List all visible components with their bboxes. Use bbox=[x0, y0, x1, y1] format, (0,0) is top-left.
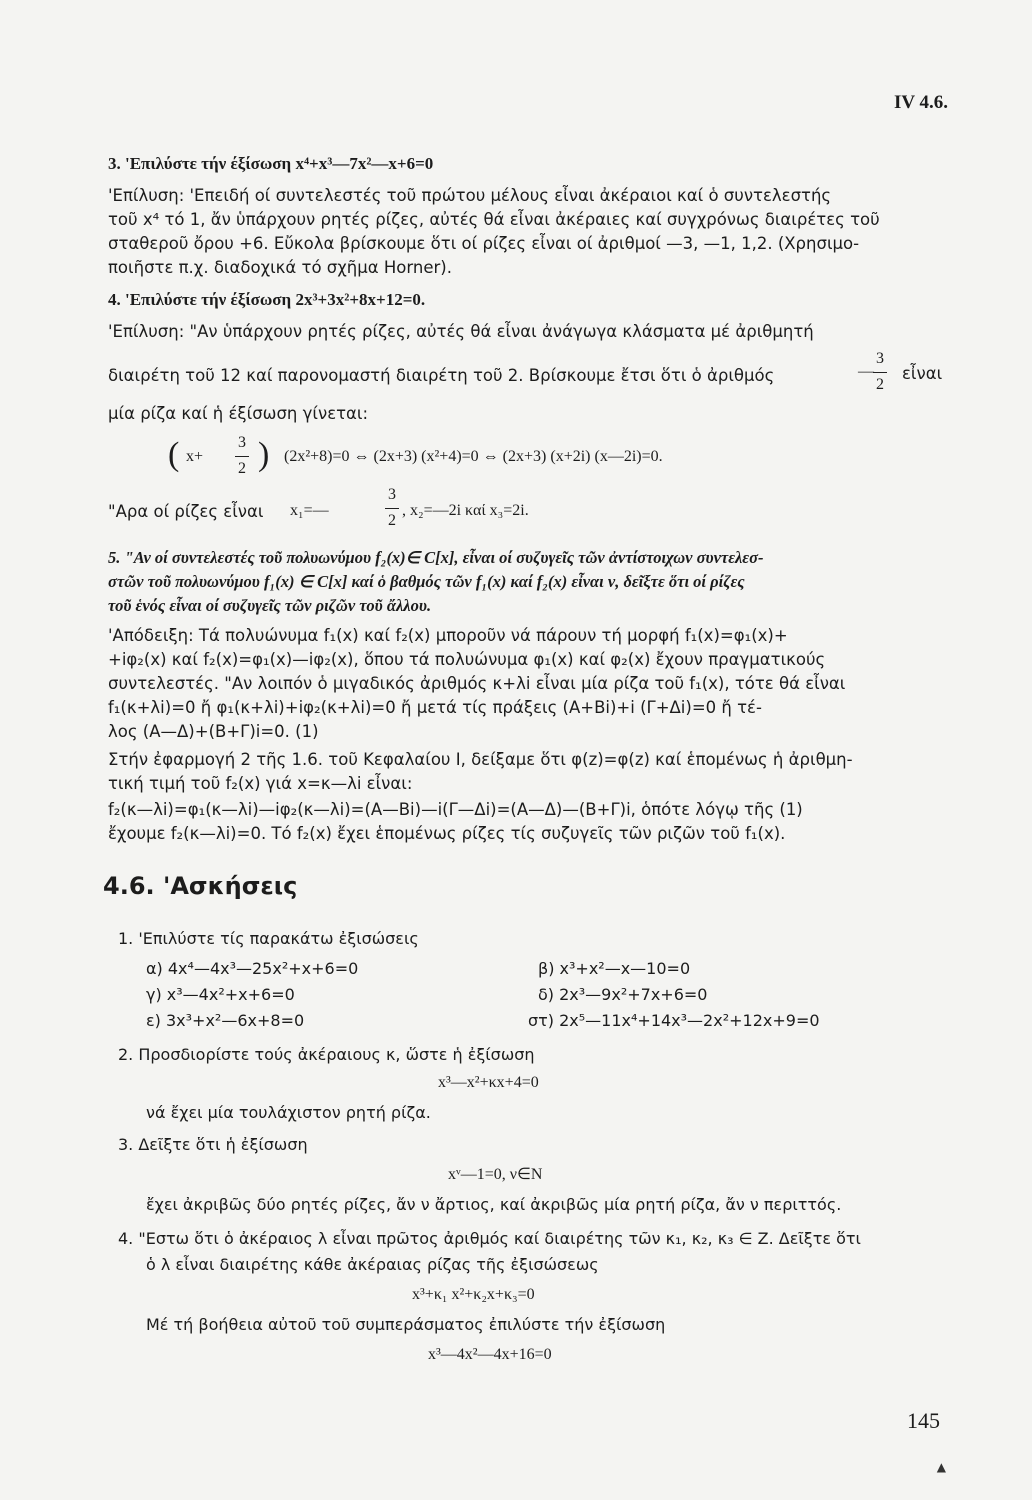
exercise-1-title: 1. 'Επιλύστε τίς παρακάτω ἐξισώσεις bbox=[118, 929, 419, 948]
problem-5-line: f₂(κ—λi)=φ₁(κ—λi)—iφ₂(κ—λi)=(Α—Βi)—i(Γ—Δi)=(Α—Δ)—(Β+Γ)i, ὁπότε λόγῳ τῆς (1) bbox=[108, 800, 803, 819]
page-number: 145 bbox=[907, 1408, 940, 1433]
problem-4-line: 'Επίλυση: "Αν ὑπάρχουν ρητές ρίζες, αὐτές θά εἶναι ἀνάγωγα κλάσματα μέ ἀριθμητή bbox=[108, 322, 814, 341]
section-title: 4.6. 'Ασκήσεις bbox=[103, 872, 298, 900]
exercise-3-title: 3. Δεῖξτε ὅτι ἡ ἐξίσωση bbox=[118, 1135, 308, 1154]
exercise-1-item: α) 4x⁴—4x³—25x²+x+6=0 bbox=[146, 959, 359, 978]
exercise-3-equation: xᵛ—1=0, ν∈N bbox=[448, 1166, 543, 1183]
problem-4-line: διαιρέτη τοῦ 12 καί παρονομαστή διαιρέτη τοῦ 2. Βρίσκουμε ἔτσι ὅτι ὁ ἀριθμός bbox=[108, 366, 775, 385]
problem-3-line: 'Επίλυση: 'Επειδή οί συντελεστές τοῦ πρώτου μέλους εἶναι ἀκέραιοι καί ὁ συντελεστής bbox=[108, 186, 832, 205]
problem-4-line-end: εἶναι bbox=[902, 364, 943, 383]
exercise-4-line: ὁ λ εἶναι διαιρέτης κάθε ἀκέραιας ρίζας τῆς ἐξισώσεως bbox=[146, 1255, 599, 1274]
problem-5-title: στῶν τοῦ πολυωνύμου f₁(x) ∈ C[x] καί ὁ βαθμός τῶν f₁(x) καί f₂(x) εἶναι ν, δεῖξτε ὅτι οί ρίζες bbox=[108, 572, 745, 591]
fraction-denominator: 2 bbox=[388, 512, 396, 529]
problem-3-title: 3. 'Επιλύστε τήν έξίσωση x⁴+x³—7x²—x+6=0 bbox=[108, 154, 434, 173]
roots-prefix: "Αρα οί ρίζες εἶναι bbox=[108, 502, 264, 521]
problem-3-line: ποιῆστε π.χ. διαδοχικά τό σχῆμα Horner). bbox=[108, 258, 452, 277]
problem-4-line: μία ρίζα καί ἡ έξίσωση γίνεται: bbox=[108, 404, 369, 423]
paren-open: ( bbox=[168, 436, 180, 473]
problem-5-line: Στήν ἐφαρμογή 2 τῆς 1.6. τοῦ Κεφαλαίου Ι, δείξαμε ὅτι φ(z)=φ(z) καί ἑπομένως ἡ ἀριθμη- bbox=[108, 750, 853, 769]
problem-5-title: τοῦ ἑνός εἶναι οί συζυγεῖς τῶν ριζῶν τοῦ ἄλλου. bbox=[108, 596, 432, 615]
fraction-bar bbox=[873, 372, 887, 373]
exercise-2-title: 2. Προσδιορίστε τούς ἀκέραιους κ, ὥστε ἡ ἐξίσωση bbox=[118, 1045, 535, 1064]
exercise-1-item: γ) x³—4x²+x+6=0 bbox=[146, 985, 295, 1004]
exercise-1-item: δ) 2x³—9x²+7x+6=0 bbox=[538, 985, 708, 1004]
exercise-4-line: Μέ τή βοήθεια αὐτοῦ τοῦ συμπεράσματος ἐπιλύστε τήν ἐξίσωση bbox=[146, 1315, 666, 1334]
fraction-numerator: 3 bbox=[238, 434, 246, 451]
equation-prefix: x+ bbox=[186, 448, 204, 465]
corner-mark-icon: ▲ bbox=[936, 1460, 946, 1474]
minus-sign: — bbox=[858, 363, 874, 380]
exercise-1-item: στ) 2x⁵—11x⁴+14x³—2x²+12x+9=0 bbox=[528, 1011, 820, 1030]
problem-5-line: λος (Α—Δ)+(Β+Γ)i=0. (1) bbox=[108, 722, 319, 741]
exercise-1-item: β) x³+x²—x—10=0 bbox=[538, 959, 691, 978]
problem-5-title: 5. "Αν οί συντελεστές τοῦ πολυωνύμου f₂(x)∈ C[x], εἶναι οί συζυγεῖς τῶν ἀντίστοιχων συντελεσ- bbox=[108, 548, 764, 567]
root-x1: x₁=— bbox=[290, 502, 329, 519]
problem-4-title: 4. 'Επιλύστε τήν έξίσωση 2x³+3x²+8x+12=0. bbox=[108, 290, 426, 309]
exercise-4-equation: x³—4x²—4x+16=0 bbox=[428, 1346, 552, 1363]
exercise-3-tail: ἔχει ἀκριβῶς δύο ρητές ρίζες, ἄν ν ἄρτιος, καί ἀκριβῶς μία ρητή ρίζα, ἄν ν περιττός. bbox=[146, 1195, 842, 1214]
exercise-2-equation: x³—x²+κx+4=0 bbox=[438, 1074, 539, 1091]
fraction-denominator: 2 bbox=[876, 376, 884, 393]
problem-5-line: ἔχουμε f₂(κ—λi)=0. Τό f₂(x) ἔχει ἑπομένως ρίζες τίς συζυγεῖς τῶν ριζῶν τοῦ f₁(x). bbox=[108, 824, 786, 843]
exercise-2-tail: νά ἔχει μία τουλάχιστον ρητή ρίζα. bbox=[146, 1103, 431, 1122]
problem-5-line: τική τιμή τοῦ f₂(x) γιά x=κ—λi εἶναι: bbox=[108, 774, 413, 793]
exercise-1-item: ε) 3x³+x²—6x+8=0 bbox=[146, 1011, 305, 1030]
problem-5-line: συντελεστές. "Αν λοιπόν ὁ μιγαδικός ἀριθμός κ+λi εἶναι μία ρίζα τοῦ f₁(x), τότε θά εἶναι bbox=[108, 674, 846, 693]
fraction-numerator: 3 bbox=[388, 486, 396, 503]
fraction-numerator: 3 bbox=[876, 350, 884, 367]
exercise-4-line: 4. "Εστω ὅτι ὁ ἀκέραιος λ εἶναι πρῶτος ἀριθμός καί διαιρέτης τῶν κ₁, κ₂, κ₃ ∈ Z. Δεῖξτε ὅτι bbox=[118, 1229, 861, 1248]
roots-rest: , x₂=—2i καί x₃=2i. bbox=[402, 502, 529, 519]
problem-5-line: 'Απόδειξη: Τά πολυώνυμα f₁(x) καί f₂(x) μποροῦν νά πάρουν τή μορφή f₁(x)=φ₁(x)+ bbox=[108, 626, 788, 645]
problem-5-line: +iφ₂(x) καί f₂(x)=φ₁(x)—iφ₂(x), ὅπου τά πολυώνυμα φ₁(x) καί φ₂(x) ἔχουν πραγματικούς bbox=[108, 650, 826, 669]
running-header: IV 4.6. bbox=[893, 92, 948, 113]
equation-main: (2x²+8)=0 ⇔ (2x+3) (x²+4)=0 ⇔ (2x+3) (x+2i) (x—2i)=0. bbox=[284, 448, 663, 465]
problem-3-line: σταθεροῦ ὄρου +6. Εὔκολα βρίσκουμε ὅτι οί ρίζες εἶναι οί ἀριθμοί —3, —1, 1,2. (Χρησιμο- bbox=[108, 234, 860, 253]
problem-3-line: τοῦ x⁴ τό 1, ἄν ὑπάρχουν ρητές ρίζες, αὐτές θά εἶναι ἀκέραιες καί συγχρόνως διαιρέτες τοῦ bbox=[108, 210, 880, 229]
paren-close: ) bbox=[258, 436, 270, 473]
fraction-bar bbox=[385, 508, 399, 509]
fraction-denominator: 2 bbox=[238, 460, 246, 477]
problem-5-line: f₁(κ+λi)=0 ἤ φ₁(κ+λi)+iφ₂(κ+λi)=0 ἤ μετά τίς πράξεις (Α+Βi)+i (Γ+Δi)=0 ἤ τέ- bbox=[108, 698, 762, 717]
exercise-4-equation: x³+κ₁ x²+κ₂x+κ₃=0 bbox=[412, 1286, 535, 1303]
fraction-bar bbox=[235, 456, 249, 457]
